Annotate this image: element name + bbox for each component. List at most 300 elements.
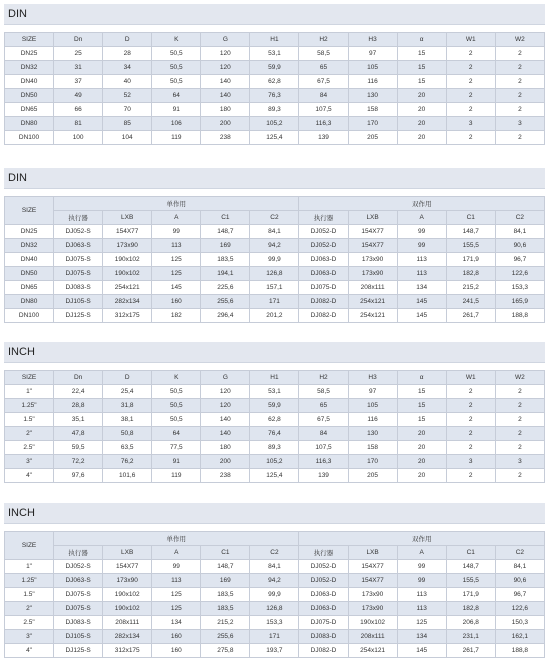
table-row: [5, 413, 545, 427]
table-cell: 20: [397, 455, 446, 469]
table-cell: 2: [446, 61, 495, 75]
column-header: A: [397, 546, 446, 560]
table-cell: DJ052-D: [299, 574, 348, 588]
table-cell: 125,4: [250, 469, 299, 483]
column-header: α: [397, 371, 446, 385]
table-cell: 120: [201, 399, 250, 413]
table-cell: 150,3: [495, 616, 544, 630]
table-cell: 2: [446, 89, 495, 103]
table-cell: 171: [250, 295, 299, 309]
column-header: C1: [201, 211, 250, 225]
table-cell: 154X77: [103, 225, 152, 239]
table-cell: 77,5: [152, 441, 201, 455]
table-row: [5, 225, 545, 239]
table-cell: 97,6: [54, 469, 103, 483]
table-cell: 35,1: [54, 413, 103, 427]
size-cell: DN32: [5, 61, 54, 75]
table-cell: DJ063-D: [299, 602, 348, 616]
column-header: W1: [446, 371, 495, 385]
table-row: [5, 239, 545, 253]
table-cell: 99: [397, 574, 446, 588]
table-cell: 50,5: [152, 47, 201, 61]
table-row: [5, 644, 545, 658]
table-cell: 76,3: [250, 89, 299, 103]
table-cell: 312x175: [103, 309, 152, 323]
table-row: [5, 267, 545, 281]
table-cell: 122,6: [495, 602, 544, 616]
table-cell: 238: [201, 131, 250, 145]
table-cell: DJ063-D: [299, 588, 348, 602]
table-cell: 165,9: [495, 295, 544, 309]
column-header: LXB: [348, 546, 397, 560]
column-header: H1: [250, 33, 299, 47]
table-row: [5, 588, 545, 602]
table-cell: 148,7: [201, 225, 250, 239]
table-cell: 20: [397, 117, 446, 131]
table-cell: 2: [495, 385, 544, 399]
table-cell: 58,5: [299, 385, 348, 399]
table-cell: 134: [397, 630, 446, 644]
table-cell: 20: [397, 427, 446, 441]
size-cell: DN25: [5, 47, 54, 61]
table-cell: 170: [348, 117, 397, 131]
table-cell: 59,9: [250, 399, 299, 413]
table-cell: 193,7: [250, 644, 299, 658]
table-cell: 84: [299, 427, 348, 441]
table-cell: 53,1: [250, 47, 299, 61]
table-cell: 170: [348, 455, 397, 469]
column-header: K: [152, 371, 201, 385]
table-cell: 140: [201, 427, 250, 441]
table-cell: 254x121: [348, 295, 397, 309]
column-header: G: [201, 33, 250, 47]
column-header: SIZE: [5, 33, 54, 47]
table-cell: 148,7: [446, 225, 495, 239]
table-cell: 312x175: [103, 644, 152, 658]
table-cell: 107,5: [299, 441, 348, 455]
table-cell: DJ075-D: [299, 616, 348, 630]
table-cell: 126,8: [250, 267, 299, 281]
table-cell: 99,9: [250, 588, 299, 602]
table-cell: 25,4: [103, 385, 152, 399]
table-cell: 119: [152, 469, 201, 483]
table-cell: 22,4: [54, 385, 103, 399]
table-cell: 275,8: [201, 644, 250, 658]
table-cell: DJ075-D: [299, 281, 348, 295]
size-cell: DN80: [5, 295, 54, 309]
table-cell: 64: [152, 427, 201, 441]
table-cell: 160: [152, 295, 201, 309]
table-cell: 99: [397, 225, 446, 239]
table-cell: 50,5: [152, 413, 201, 427]
inch-actuator-section: [4, 503, 545, 658]
table-cell: 84,1: [495, 225, 544, 239]
table-cell: 31: [54, 61, 103, 75]
size-cell: 2.5": [5, 441, 54, 455]
table-cell: 2: [495, 131, 544, 145]
table-cell: 25: [54, 47, 103, 61]
table-cell: 145: [397, 309, 446, 323]
table-cell: 37: [54, 75, 103, 89]
table-cell: 62,8: [250, 75, 299, 89]
table-cell: DJ052-D: [299, 239, 348, 253]
table-cell: 140: [201, 89, 250, 103]
table-cell: 190x102: [103, 253, 152, 267]
table-cell: 2: [446, 427, 495, 441]
table-cell: 171,9: [446, 588, 495, 602]
table-cell: 94,2: [250, 239, 299, 253]
table-cell: 2: [495, 89, 544, 103]
table-cell: 130: [348, 89, 397, 103]
table-cell: 208x111: [348, 630, 397, 644]
table-cell: 15: [397, 47, 446, 61]
size-cell: 4": [5, 644, 54, 658]
table-cell: 148,7: [446, 560, 495, 574]
table-cell: 190x102: [103, 602, 152, 616]
table-cell: 154X77: [348, 560, 397, 574]
table-cell: 113: [397, 602, 446, 616]
size-cell: DN32: [5, 239, 54, 253]
table-row: [5, 309, 545, 323]
table-cell: 125: [397, 616, 446, 630]
table-cell: 182,8: [446, 267, 495, 281]
table-cell: 100: [54, 131, 103, 145]
table-cell: 169: [201, 574, 250, 588]
table-cell: 58,5: [299, 47, 348, 61]
table-cell: DJ075-S: [54, 588, 103, 602]
table-cell: 134: [152, 616, 201, 630]
table-cell: 140: [201, 413, 250, 427]
table-cell: 182: [152, 309, 201, 323]
column-header: C2: [250, 211, 299, 225]
section-title: INCH: [4, 503, 545, 524]
table-cell: DJ083-D: [299, 630, 348, 644]
table-cell: 160: [152, 630, 201, 644]
table-cell: 116: [348, 413, 397, 427]
table-cell: 70: [103, 103, 152, 117]
table-row: [5, 455, 545, 469]
table-cell: 154X77: [348, 239, 397, 253]
table-cell: 94,2: [250, 574, 299, 588]
table-cell: 169: [201, 239, 250, 253]
table-cell: 119: [152, 131, 201, 145]
table-row: [5, 75, 545, 89]
section-title: INCH: [4, 342, 545, 363]
table-cell: 20: [397, 89, 446, 103]
size-cell: 3": [5, 455, 54, 469]
table-cell: 205: [348, 469, 397, 483]
table-cell: 31,8: [103, 399, 152, 413]
table-cell: 20: [397, 103, 446, 117]
column-header: C2: [495, 546, 544, 560]
table-cell: 97: [348, 385, 397, 399]
table-row: [5, 602, 545, 616]
table-cell: 173x90: [348, 588, 397, 602]
table-cell: 2: [446, 47, 495, 61]
table-row: [5, 47, 545, 61]
table-cell: 158: [348, 103, 397, 117]
table-cell: 145: [397, 295, 446, 309]
table-cell: DJ083-S: [54, 281, 103, 295]
table-cell: 125: [152, 253, 201, 267]
column-header: W1: [446, 33, 495, 47]
table-cell: 173x90: [103, 574, 152, 588]
table-cell: 130: [348, 427, 397, 441]
table-cell: 84,1: [495, 560, 544, 574]
size-cell: DN50: [5, 89, 54, 103]
table-cell: 231,1: [446, 630, 495, 644]
table-cell: 155,5: [446, 574, 495, 588]
table-cell: DJ063-D: [299, 253, 348, 267]
table-cell: 180: [201, 103, 250, 117]
table-cell: 113: [152, 239, 201, 253]
table-cell: 99,9: [250, 253, 299, 267]
table-cell: 81: [54, 117, 103, 131]
table-row: [5, 616, 545, 630]
column-header: D: [103, 33, 152, 47]
table-cell: 120: [201, 385, 250, 399]
column-header: α: [397, 33, 446, 47]
table-cell: 125: [152, 588, 201, 602]
table-cell: 53,1: [250, 385, 299, 399]
table-cell: DJ075-S: [54, 267, 103, 281]
table-cell: 2: [495, 469, 544, 483]
table-cell: 84: [299, 89, 348, 103]
table-cell: 113: [397, 588, 446, 602]
table-cell: 15: [397, 75, 446, 89]
column-header: SIZE: [5, 371, 54, 385]
table-cell: 183,5: [201, 588, 250, 602]
table-cell: 254x121: [348, 644, 397, 658]
table-cell: 194,1: [201, 267, 250, 281]
table-cell: 67,5: [299, 75, 348, 89]
table-cell: 97: [348, 47, 397, 61]
table-cell: 2: [495, 413, 544, 427]
table-cell: 3: [495, 455, 544, 469]
table-cell: 157,1: [250, 281, 299, 295]
size-cell: 2.5": [5, 616, 54, 630]
table-row: [5, 295, 545, 309]
size-cell: 2": [5, 427, 54, 441]
size-cell: 3": [5, 630, 54, 644]
table-cell: DJ125-S: [54, 644, 103, 658]
table-cell: 173x90: [103, 239, 152, 253]
table-cell: 113: [397, 253, 446, 267]
column-header: 执行器: [299, 546, 348, 560]
table-cell: 99: [397, 560, 446, 574]
table-row: [5, 441, 545, 455]
table-cell: 15: [397, 413, 446, 427]
table-cell: 116: [348, 75, 397, 89]
size-header: SIZE: [5, 532, 54, 560]
column-header: 执行器: [54, 211, 103, 225]
table-cell: DJ052-D: [299, 560, 348, 574]
table-cell: 15: [397, 399, 446, 413]
table-cell: 2: [495, 75, 544, 89]
table-row: [5, 117, 545, 131]
table-cell: 255,6: [201, 630, 250, 644]
table-cell: 99: [397, 239, 446, 253]
table-cell: 215,2: [446, 281, 495, 295]
table-cell: 2: [446, 75, 495, 89]
table-cell: 66: [54, 103, 103, 117]
table-cell: 125: [152, 602, 201, 616]
table-cell: 113: [397, 267, 446, 281]
table-cell: 183,5: [201, 602, 250, 616]
table-cell: DJ063-S: [54, 239, 103, 253]
table-cell: 201,2: [250, 309, 299, 323]
column-header: W2: [495, 371, 544, 385]
table-cell: 3: [495, 117, 544, 131]
table-cell: 50,5: [152, 385, 201, 399]
table-cell: 190x102: [103, 267, 152, 281]
column-header: G: [201, 371, 250, 385]
table-row: [5, 103, 545, 117]
table-cell: 296,4: [201, 309, 250, 323]
table-cell: 105: [348, 61, 397, 75]
column-header: 执行器: [54, 546, 103, 560]
table-row: [5, 253, 545, 267]
size-cell: DN25: [5, 225, 54, 239]
table-cell: 154X77: [348, 574, 397, 588]
table-cell: 126,8: [250, 602, 299, 616]
table-cell: 113: [152, 574, 201, 588]
table-cell: 89,3: [250, 441, 299, 455]
inch-dimensions-section: [4, 342, 545, 483]
table-cell: 50,5: [152, 61, 201, 75]
table-group-header-row: [5, 197, 545, 211]
column-header: A: [152, 211, 201, 225]
table-cell: 65: [299, 61, 348, 75]
table-cell: DJ052-D: [299, 225, 348, 239]
table-cell: 208x111: [348, 281, 397, 295]
size-cell: DN100: [5, 131, 54, 145]
table-row: [5, 89, 545, 103]
column-header: K: [152, 33, 201, 47]
size-cell: 4": [5, 469, 54, 483]
table-cell: DJ082-D: [299, 644, 348, 658]
table-row: [5, 131, 545, 145]
table-cell: 160: [152, 644, 201, 658]
table-cell: DJ083-S: [54, 616, 103, 630]
table-cell: 148,7: [201, 560, 250, 574]
table-cell: 261,7: [446, 644, 495, 658]
table-row: [5, 574, 545, 588]
table-cell: 2: [446, 441, 495, 455]
table-cell: 15: [397, 61, 446, 75]
table-cell: 96,7: [495, 253, 544, 267]
table-cell: 49: [54, 89, 103, 103]
table-cell: 134: [397, 281, 446, 295]
column-header: H3: [348, 33, 397, 47]
table-cell: 183,5: [201, 253, 250, 267]
table-cell: 153,3: [250, 616, 299, 630]
size-cell: 1.25": [5, 399, 54, 413]
table-cell: 208x111: [103, 616, 152, 630]
table-cell: 145: [152, 281, 201, 295]
section-title: DIN: [4, 168, 545, 189]
table-cell: 206,8: [446, 616, 495, 630]
table-cell: 282x134: [103, 295, 152, 309]
table-cell: 101,6: [103, 469, 152, 483]
table-cell: 20: [397, 441, 446, 455]
table-cell: 162,1: [495, 630, 544, 644]
table-cell: 50,5: [152, 75, 201, 89]
table-cell: 171,9: [446, 253, 495, 267]
single-acting-header: 单作用: [54, 197, 299, 211]
section-title: DIN: [4, 4, 545, 25]
table-cell: DJ105-S: [54, 295, 103, 309]
table-sub-header-row: [5, 211, 545, 225]
table-cell: 2: [495, 441, 544, 455]
table-cell: 90,6: [495, 239, 544, 253]
table-cell: 173x90: [348, 602, 397, 616]
column-header: C2: [250, 546, 299, 560]
table-cell: 173x90: [348, 267, 397, 281]
table-cell: 20: [397, 469, 446, 483]
table-cell: 106: [152, 117, 201, 131]
table-cell: 122,6: [495, 267, 544, 281]
table-cell: 154X77: [103, 560, 152, 574]
table-cell: 120: [201, 47, 250, 61]
table-cell: 89,3: [250, 103, 299, 117]
table-cell: 171: [250, 630, 299, 644]
table-cell: 261,7: [446, 309, 495, 323]
column-header: C1: [446, 546, 495, 560]
table-row: [5, 61, 545, 75]
table-cell: 84,1: [250, 225, 299, 239]
table-cell: 120: [201, 61, 250, 75]
table-cell: 158: [348, 441, 397, 455]
table-cell: 145: [397, 644, 446, 658]
double-acting-header: 双作用: [299, 197, 545, 211]
column-header: H2: [299, 33, 348, 47]
din-actuator-table: [4, 196, 545, 323]
column-header: Dn: [54, 371, 103, 385]
table-cell: 28: [103, 47, 152, 61]
table-cell: 254x121: [103, 281, 152, 295]
table-cell: 173x90: [348, 253, 397, 267]
table-cell: 99: [152, 225, 201, 239]
size-cell: 2": [5, 602, 54, 616]
table-cell: 105,2: [250, 117, 299, 131]
table-row: [5, 385, 545, 399]
table-cell: 255,6: [201, 295, 250, 309]
column-header: C2: [495, 211, 544, 225]
double-acting-header: 双作用: [299, 532, 545, 546]
column-header: C1: [446, 211, 495, 225]
table-cell: DJ082-D: [299, 295, 348, 309]
table-header-row: [5, 371, 545, 385]
table-cell: 91: [152, 103, 201, 117]
table-cell: 139: [299, 131, 348, 145]
table-cell: 15: [397, 385, 446, 399]
table-cell: 2: [446, 413, 495, 427]
column-header: A: [152, 546, 201, 560]
table-cell: 72,2: [54, 455, 103, 469]
table-cell: 2: [495, 61, 544, 75]
table-cell: 59,5: [54, 441, 103, 455]
table-cell: 38,1: [103, 413, 152, 427]
table-cell: 215,2: [201, 616, 250, 630]
table-row: [5, 630, 545, 644]
table-cell: DJ075-S: [54, 253, 103, 267]
table-cell: 65: [299, 399, 348, 413]
column-header: A: [397, 211, 446, 225]
size-cell: 1": [5, 560, 54, 574]
table-cell: 104: [103, 131, 152, 145]
size-cell: DN50: [5, 267, 54, 281]
